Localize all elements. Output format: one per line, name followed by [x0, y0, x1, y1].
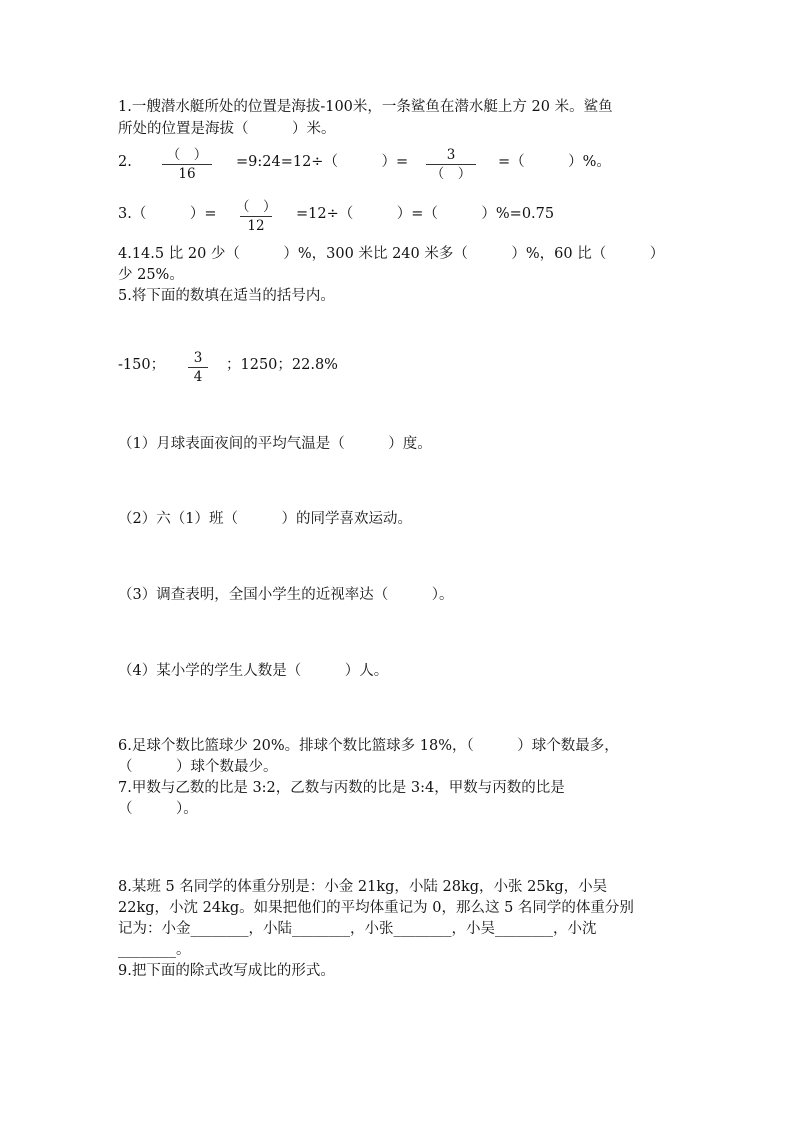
- q5-sub2: （2）六（1）班（ ）的同学喜欢运动。: [118, 511, 412, 527]
- q1-line1: 1.一艘潜水艇所处的位置是海拔-100米，一条鲨鱼在潜水艇上方 20 米。鲨鱼: [118, 99, 613, 115]
- q5-fraction-denominator: 4: [193, 369, 203, 385]
- q1-line2: 所处的位置是海拔（ ）米。: [118, 121, 336, 137]
- q3-fraction: [236, 198, 276, 235]
- q2-label: 2.: [118, 154, 132, 170]
- q9-title: 9.把下面的除式改写成比的形式。: [118, 963, 335, 979]
- q5-title: 5.将下面的数填在适当的括号内。: [118, 288, 335, 304]
- q3-end: =12÷（ ）=（ ）%=0.75: [296, 206, 555, 222]
- q2-middle: =9:24=12÷（ ）=: [236, 154, 409, 170]
- q7-line1: 7.甲数与乙数的比是 3:2，乙数与丙数的比是 3:4，甲数与丙数的比是: [118, 780, 565, 796]
- q5-number-1: -150；: [118, 357, 166, 373]
- q2-end: =（ ）%。: [498, 154, 611, 170]
- q2-fraction-2-denominator: （ ）: [430, 166, 472, 182]
- q5-fraction-numerator: 3: [193, 350, 203, 366]
- q7-line2: （ ）。: [118, 801, 198, 817]
- q3-start: 3.（ ）=: [118, 206, 217, 222]
- q2-fraction-2: [422, 146, 480, 183]
- q6-line2: （ ）球个数最少。: [118, 759, 278, 775]
- q2-fraction-1: [158, 146, 216, 183]
- q8-line1: 8.某班 5 名同学的体重分别是：小金 21kg，小陆 28kg，小张 25kg，小吴: [118, 879, 608, 895]
- q2-fraction-1-numerator: （ ）: [166, 147, 208, 163]
- q8-line3: 记为：小金________，小陆________，小张________，小吴________，小沈: [118, 921, 597, 937]
- q5-sub3: （3）调查表明，全国小学生的近视率达（ ）。: [118, 587, 454, 603]
- q2-fraction-2-numerator: 3: [446, 147, 456, 163]
- q3-fraction-denominator: 12: [247, 218, 265, 234]
- q4-line1: 4.14.5 比 20 少（ ）%，300 米比 240 米多（ ）%，60 比（ ）: [118, 246, 665, 262]
- q2-fraction-1-denominator: 16: [178, 166, 196, 182]
- q6-line1: 6.足球个数比篮球少 20%。排球个数比篮球多 18%，（ ）球个数最多，: [118, 738, 619, 754]
- q5-remaining-numbers: ；1250；22.8%: [226, 357, 338, 373]
- q5-fraction: [184, 349, 212, 386]
- q5-sub4: （4）某小学的学生人数是（ ）人。: [118, 663, 389, 679]
- q8-line2: 22kg，小沈 24kg。如果把他们的平均体重记为 0，那么这 5 名同学的体重分别: [118, 900, 634, 916]
- q3-fraction-numerator: （ ）: [236, 199, 277, 215]
- q8-line4: ________。: [118, 942, 191, 958]
- q5-sub1: （1）月球表面夜间的平均气温是（ ）度。: [118, 436, 432, 452]
- q4-line2: 少 25%。: [118, 267, 184, 283]
